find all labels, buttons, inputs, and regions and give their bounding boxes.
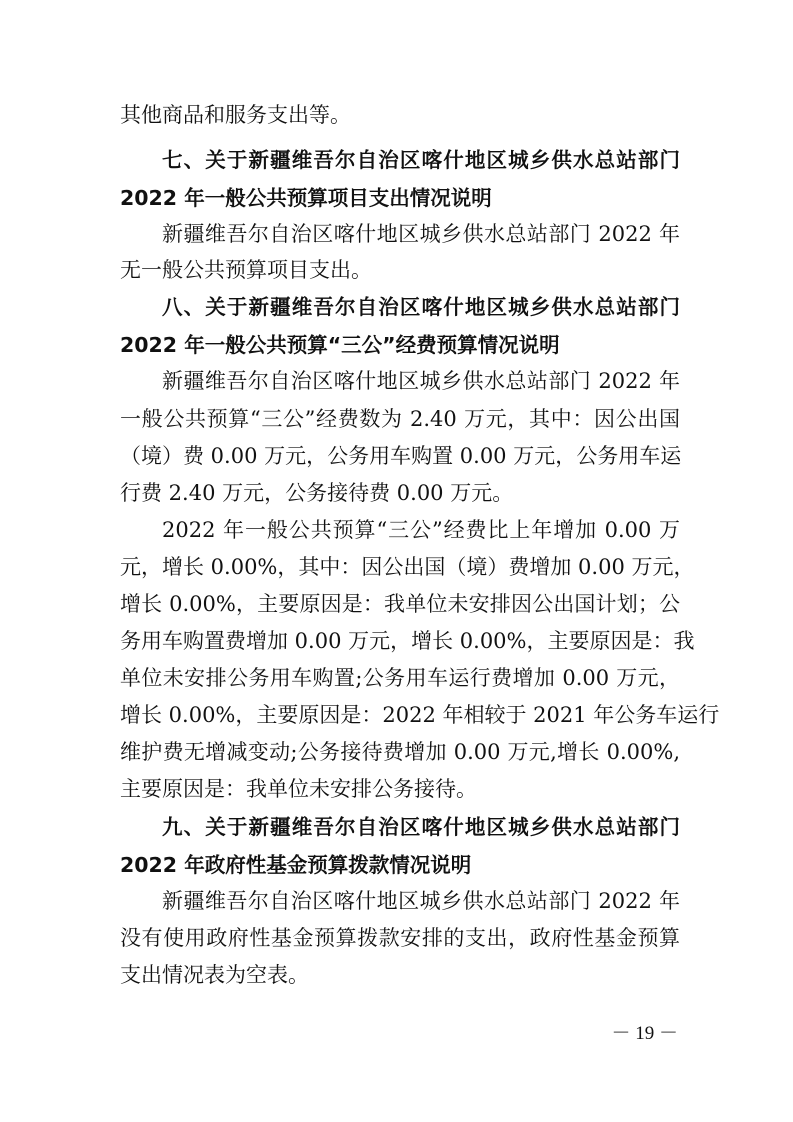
body-text-line: 行费 2.40 万元，公务接待费 0.00 万元。 (120, 481, 514, 505)
page-number: － 19 － (611, 1023, 678, 1044)
body-text-line: 元，增长 0.00%，其中：因公出国（境）费增加 0.00 万元， (120, 555, 695, 579)
body-text-line: 新疆维吾尔自治区喀什地区城乡供水总站部门 2022 年 (162, 369, 680, 393)
body-text-line: 维护费无增减变动;公务接待费增加 0.00 万元,增长 0.00%, (120, 740, 680, 764)
body-text-line: （境）费 0.00 万元，公务用车购置 0.00 万元，公务用车运 (120, 444, 682, 468)
section-heading-8-cont: 2022 年一般公共预算“三公”经费预算情况说明 (120, 333, 560, 357)
body-text-line: 2022 年一般公共预算“三公”经费比上年增加 0.00 万 (162, 518, 680, 542)
body-text-line: 增长 0.00%，主要原因是：我单位未安排因公出国计划；公 (120, 592, 680, 616)
body-text-line: 新疆维吾尔自治区喀什地区城乡供水总站部门 2022 年 (162, 222, 680, 246)
body-text-line: 支出情况表为空表。 (120, 963, 309, 987)
section-heading-7: 七、关于新疆维吾尔自治区喀什地区城乡供水总站部门 (162, 148, 680, 172)
section-heading-7-cont: 2022 年一般公共预算项目支出情况说明 (120, 186, 492, 210)
body-text-line: 新疆维吾尔自治区喀什地区城乡供水总站部门 2022 年 (162, 889, 680, 913)
body-text-line: 单位未安排公务用车购置;公务用车运行费增加 0.00 万元， (120, 666, 680, 690)
body-text-line: 增长 0.00%，主要原因是：2022 年相较于 2021 年公务车运行 (120, 703, 720, 727)
body-text-line: 务用车购置费增加 0.00 万元，增长 0.00%，主要原因是：我 (120, 629, 695, 653)
section-heading-9-cont: 2022 年政府性基金预算拨款情况说明 (120, 853, 472, 877)
body-text-line: 主要原因是：我单位未安排公务接待。 (120, 777, 477, 801)
section-heading-8: 八、关于新疆维吾尔自治区喀什地区城乡供水总站部门 (162, 295, 680, 319)
section-heading-9: 九、关于新疆维吾尔自治区喀什地区城乡供水总站部门 (162, 815, 680, 839)
body-text-line: 无一般公共预算项目支出。 (120, 258, 372, 282)
body-text-line: 其他商品和服务支出等。 (120, 103, 351, 127)
body-text-line: 一般公共预算“三公”经费数为 2.40 万元，其中：因公出国 (120, 407, 680, 431)
body-text-line: 没有使用政府性基金预算拨款安排的支出，政府性基金预算 (120, 926, 680, 950)
